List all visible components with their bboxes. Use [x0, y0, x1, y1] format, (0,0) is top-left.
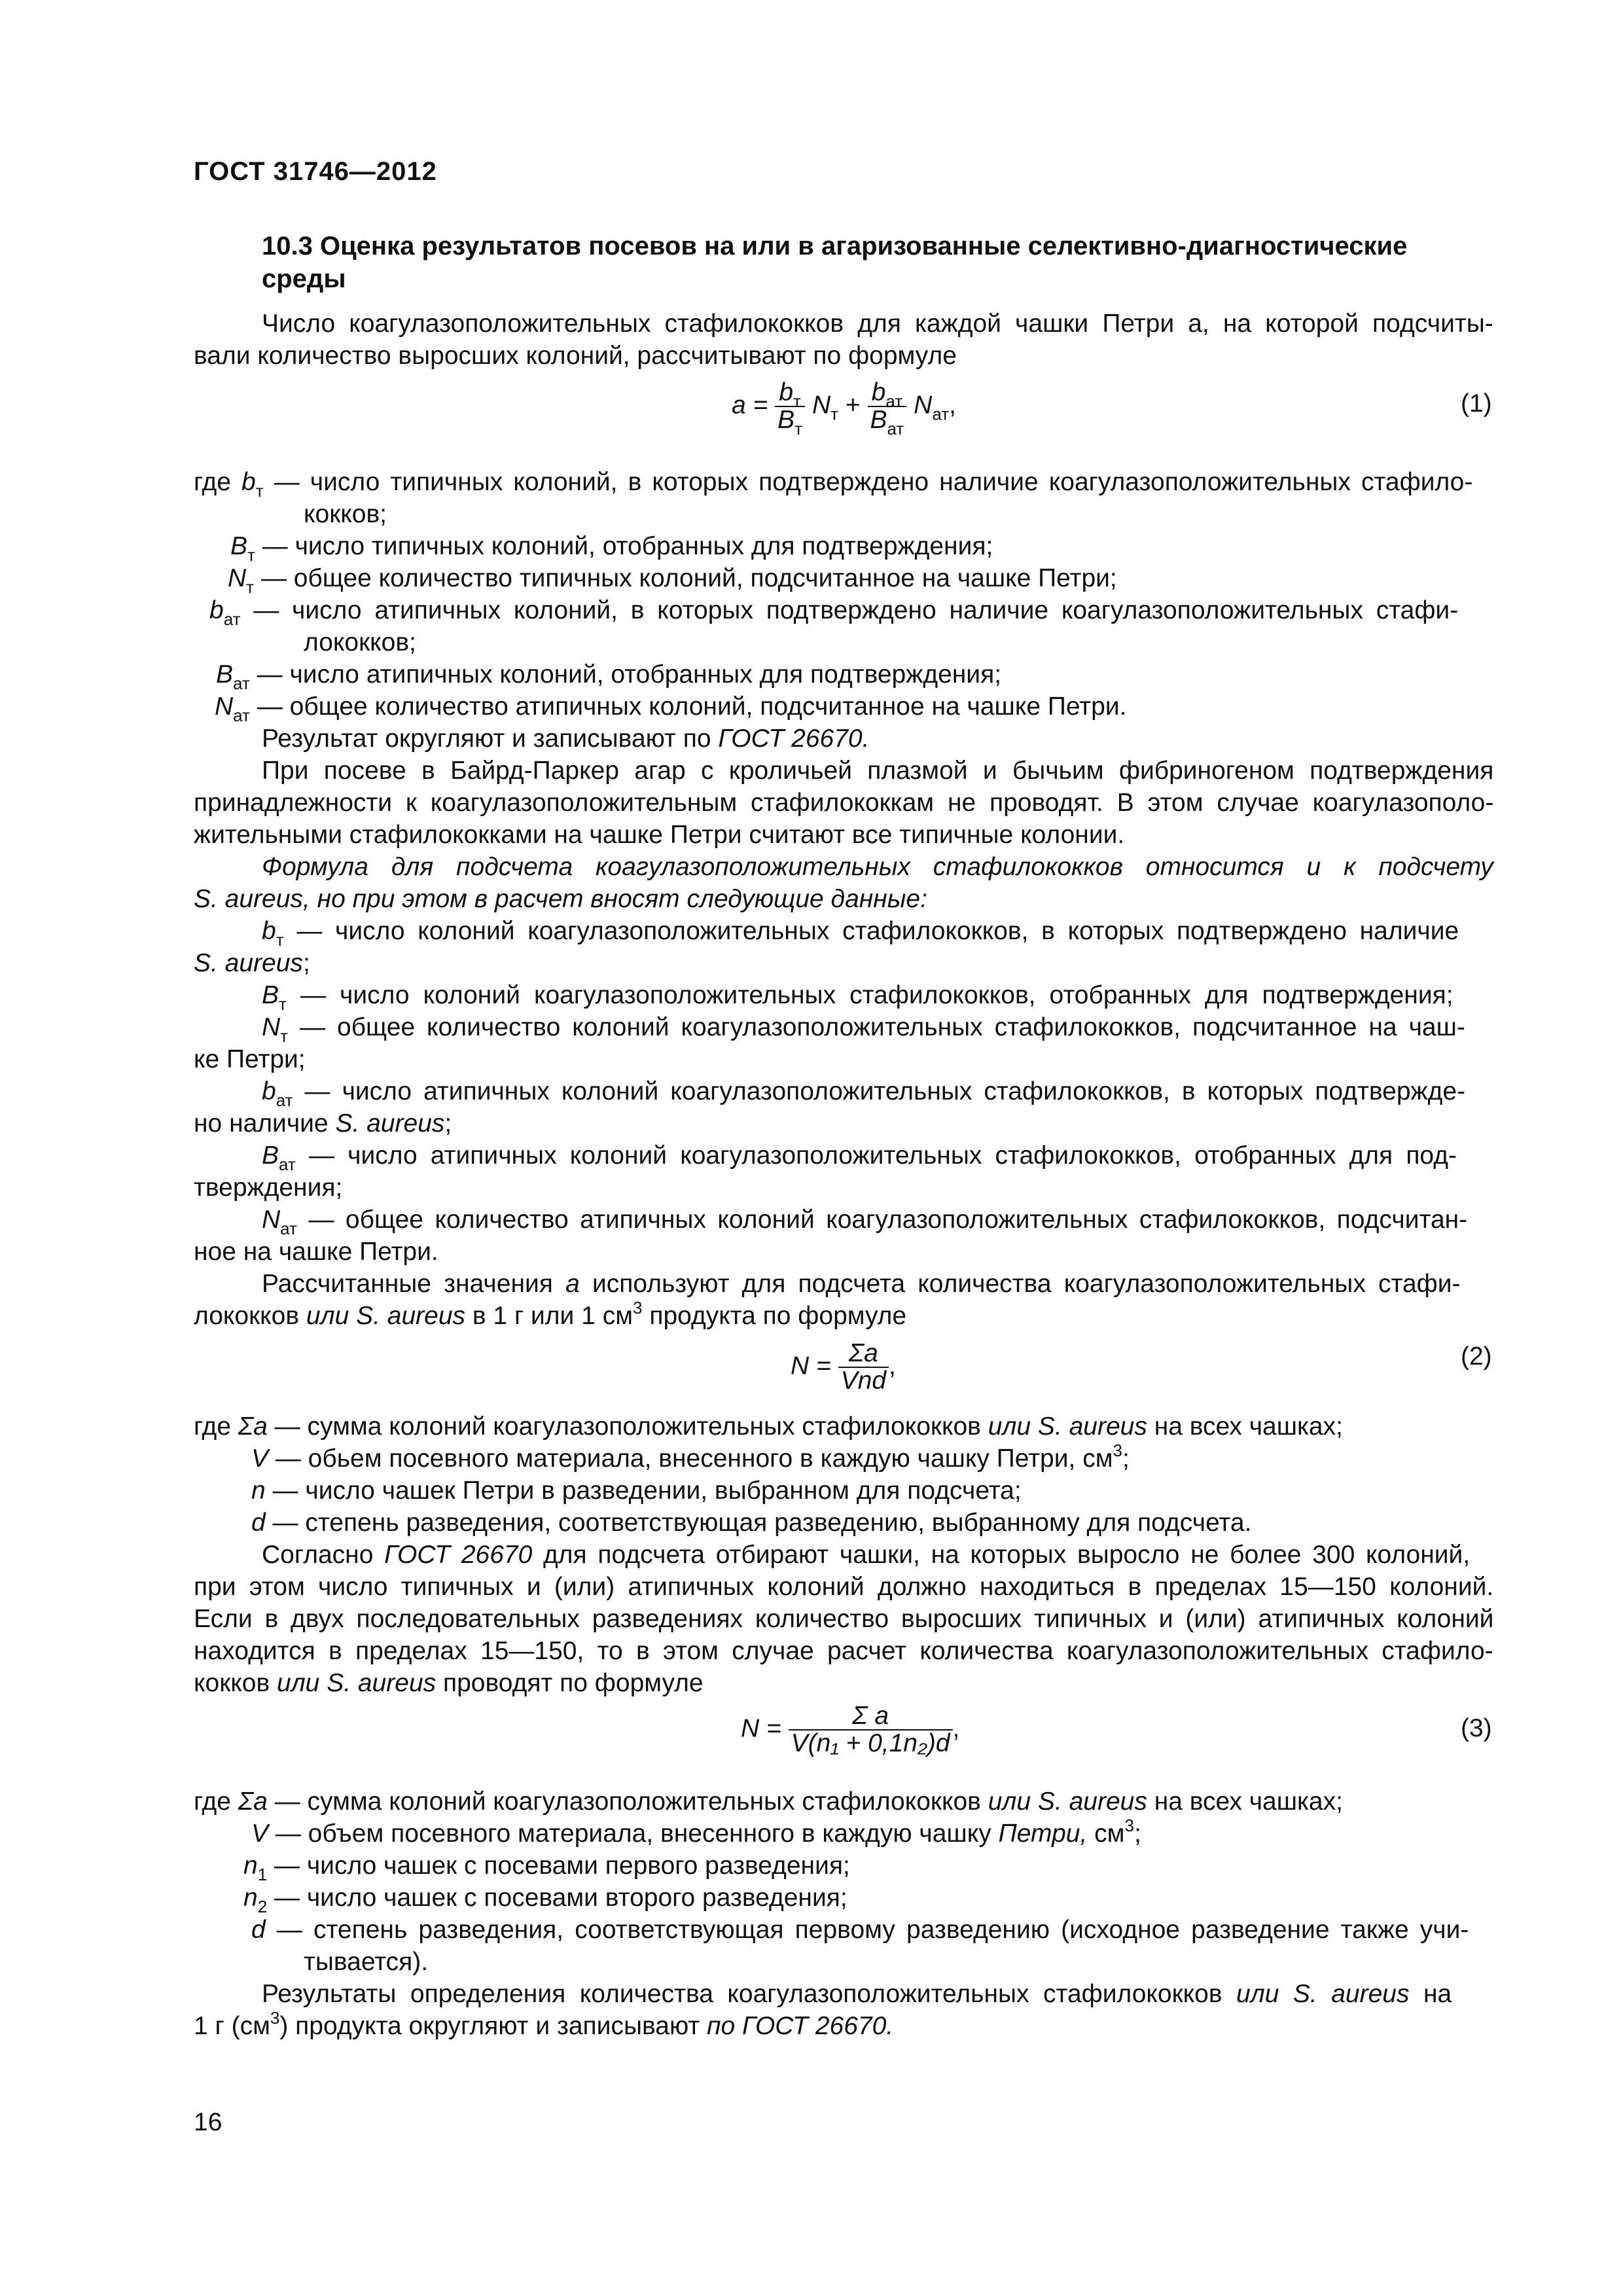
paragraph-3-line-1: Формула для подсчета коагулазоположительных стафилококков относится и к подсчету — [262, 853, 1493, 881]
definition2-N-t: $N_т$ — общее количество колоний коагулазоположительных стафилококков, подсчитанное на чаш- — [262, 1013, 1465, 1046]
definition2-b-t-cont: S. aureus; — [194, 949, 310, 977]
paragraph-2-line-3: жительными стафилококками на чашке Петри считают все типичные колонии. — [194, 821, 1125, 849]
equation-number-3: (3) — [1461, 1714, 1492, 1742]
definition2-B-t: $B_т$ — число колоний коагулазоположительных стафилококков, отобранных для подтверждения; — [262, 981, 1454, 1014]
paragraph-5-line-2: при этом число типичных и (или) атипичных колоний должно находиться в пределах 15—150 колоний. — [194, 1573, 1494, 1601]
paragraph-1-line-2: вали количество выросших колоний, рассчитывают по формуле — [194, 342, 957, 370]
formula-3: N = $\frac{\text{Σ a}}{\text{V(n₁ + 0,1n₂)d}}$ , — [741, 1702, 960, 1757]
definition-B-t: $B_т$ — число типичных колоний, отобранных для подтверждения; — [230, 532, 993, 565]
definition2-N-t-cont: ке Петри; — [194, 1045, 306, 1073]
document-header: ГОСТ 31746—2012 — [194, 157, 437, 186]
definition-N-at: $N_{ат}$ — общее количество атипичных колоний, подсчитанное на чашке Петри. — [215, 692, 1127, 725]
definition3-n: n — число чашек Петри в разведении, выбранном для подсчета; — [251, 1477, 1022, 1505]
formula-2: N = $\frac{\Sigma a}{\text{Vnd}}$ , — [791, 1339, 896, 1395]
paragraph-2-line-2: принадлежности к коагулазоположительным стафилококкам не проводят. В этом случае коагулазополо- — [194, 789, 1494, 817]
definition4-d: d — степень разведения, соответствующая первому разведению (исходное разведение также учи- — [251, 1916, 1469, 1944]
definition2-B-at-cont: тверждения; — [194, 1174, 343, 1202]
paragraph-3-line-2: S. aureus, но при этом в расчет вносят следующие данные: — [194, 885, 927, 913]
rounding-note-1: Результат округляют и записывают по ГОСТ 26670. — [262, 725, 870, 753]
paragraph-5-line-4: находится в пределах 15—150, то в этом случае расчет количества коагулазоположительных стафило- — [194, 1637, 1493, 1665]
definition4-n2: $n_2$ — число чашек с посевами второго разведения; — [243, 1884, 847, 1916]
paragraph-5-line-5: кокков или S. aureus проводят по формуле — [194, 1669, 704, 1697]
paragraph-5-line-3: Если в двух последовательных разведениях количество выросших типичных и (или) атипичных колоний — [194, 1605, 1494, 1633]
definition2-b-at: $b_{ат}$ — число атипичных колоний коагулазоположительных стафилококков, в которых подтвержде- — [262, 1077, 1466, 1110]
definition3-d: d — степень разведения, соответствующая разведению, выбранному для подсчета. — [251, 1509, 1252, 1537]
paragraph-6-line-1: Результаты определения количества коагулазоположительных стафилококков или S. aureus на — [262, 1980, 1452, 2008]
formula-1: a = $\frac{b_т}{B_т}$ $N_т$ + $\frac{b_{ат}}{B_{ат}}$ $N_{ат}$, — [732, 378, 956, 439]
definition-B-at: $B_{ат}$ — число атипичных колоний, отобранных для подтверждения; — [216, 660, 1002, 693]
definition-b-t-cont: кокков; — [304, 500, 387, 528]
definition2-b-at-cont: но наличие S. aureus; — [194, 1109, 452, 1138]
paragraph-6-line-2: 1 г $(см^3)$ продукта округляют и записывают по ГОСТ 26670. — [194, 2008, 894, 2040]
paragraph-2-line-1: При посеве в Байрд-Паркер агар с кроличьей плазмой и бычьим фибриногеном подтверждения — [262, 757, 1494, 785]
definition2-b-t: $b_т$ — число колоний коагулазоположительных стафилококков, в которых подтверждено наличие — [262, 917, 1459, 950]
paragraph-5-line-1: Согласно ГОСТ 26670 для подсчета отбирают чашки, на которых выросло не более 300 колоний, — [262, 1541, 1471, 1569]
paragraph-4-line-2: лококков или S. aureus в 1 г или 1 $см^3$ продукта по формуле — [194, 1298, 907, 1330]
paragraph-4-line-1: Рассчитанные значения a используют для подсчета количества коагулазоположительных стафи- — [262, 1270, 1461, 1298]
definition4-sum-a: где Σa — сумма колоний коагулазоположительных стафилококков или S. aureus на всех чашках; — [194, 1787, 1343, 1816]
definition2-N-at: $N_{ат}$ — общее количество атипичных колоний коагулазоположительных стафилококков, подсчитан- — [262, 1206, 1468, 1238]
definition-b-at: $b_{ат}$ — число атипичных колоний, в которых подтверждено наличие коагулазоположительных стафи- — [209, 596, 1459, 629]
definition4-d-cont: тывается). — [304, 1948, 429, 1976]
section-title-continued: среды — [262, 264, 346, 293]
paragraph-1-line-1: Число коагулазоположительных стафилококков для каждой чашки Петри a, на которой подсчиты- — [262, 310, 1493, 338]
definition-b-at-cont: лококков; — [304, 628, 416, 656]
equation-number-2: (2) — [1461, 1342, 1492, 1371]
section-title: 10.3 Оценка результатов посевов на или в агаризованные селективно-диагностические — [262, 232, 1408, 260]
definition-N-t: $N_т$ — общее количество типичных колоний, подсчитанное на чашке Петри; — [228, 564, 1117, 597]
definition4-n1: $n_1$ — число чашек с посевами первого разведения; — [243, 1852, 850, 1884]
equation-number-1: (1) — [1461, 389, 1492, 418]
page-number: 16 — [194, 2108, 223, 2136]
definition3-sum-a: где Σa — сумма колоний коагулазоположительных стафилококков или S. aureus на всех чашках; — [194, 1412, 1343, 1441]
definition2-N-at-cont: ное на чашке Петри. — [194, 1238, 438, 1266]
definition-b-t: где $b_т$ — число типичных колоний, в которых подтверждено наличие коагулазоположительных стафило- — [194, 468, 1473, 501]
definition4-V: V — объем посевного материала, внесенного в каждую чашку Петри, $см^3$; — [251, 1816, 1141, 1848]
definition3-V: V — обьем посевного материала, внесенного в каждую чашку Петри, $см^3$; — [251, 1441, 1130, 1473]
definition2-B-at: $B_{ат}$ — число атипичных колоний коагулазоположительных стафилококков, отобранных для под- — [262, 1141, 1457, 1174]
